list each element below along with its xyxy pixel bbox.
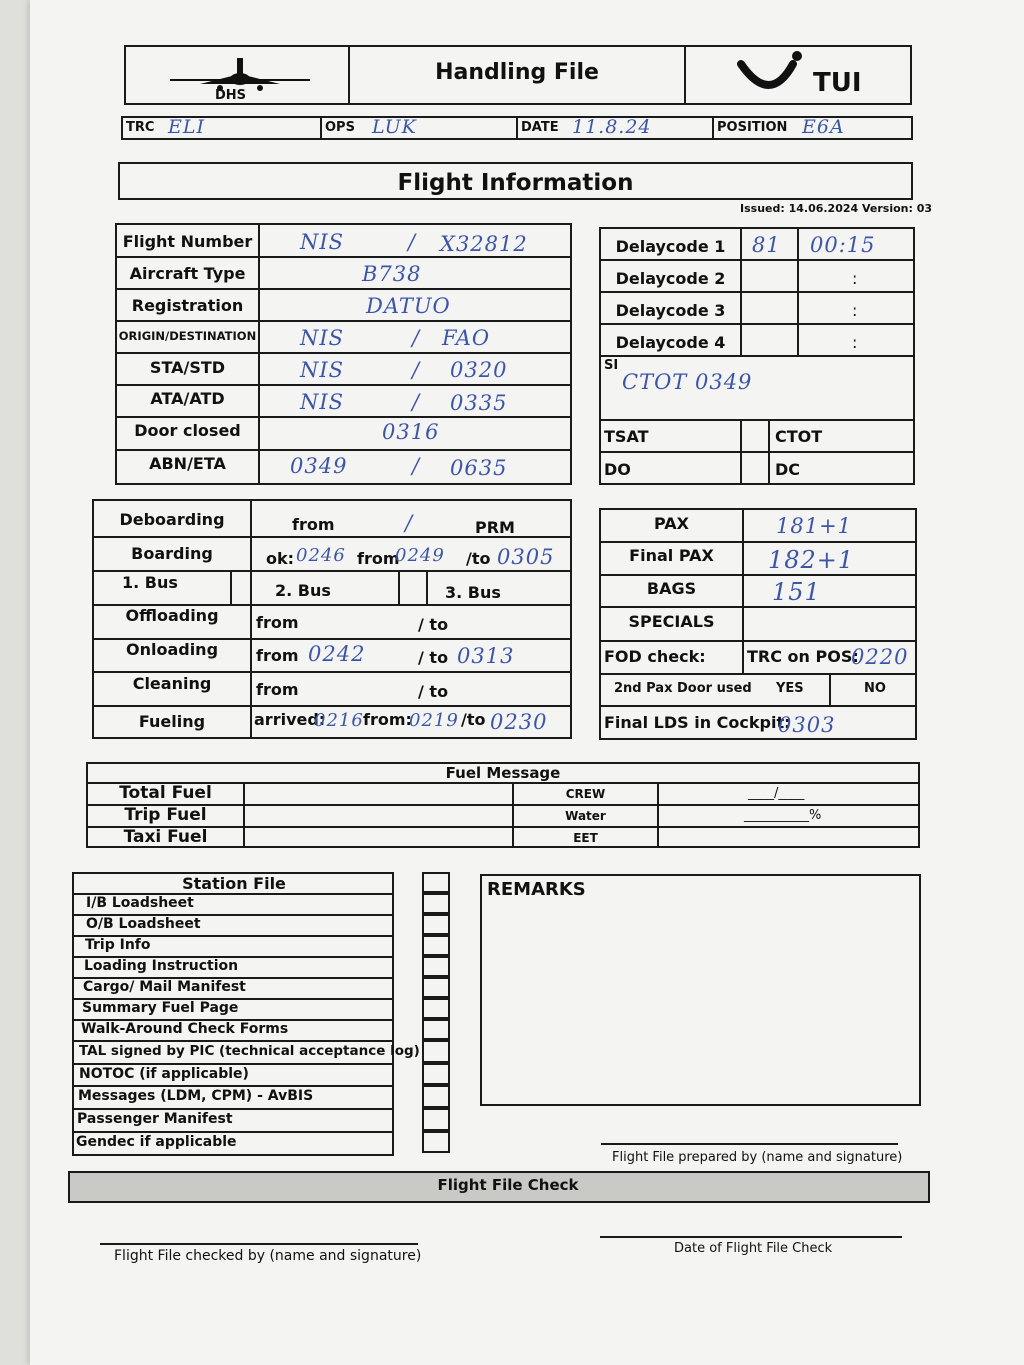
door-closed-label: Door closed xyxy=(134,421,241,440)
boarding-from-value: 0249 xyxy=(395,545,445,566)
ata-value: NIS xyxy=(300,390,345,414)
check-date-caption: Date of Flight File Check xyxy=(674,1241,833,1256)
fueling-from-label: from: xyxy=(363,710,412,729)
origin-value: NIS xyxy=(300,326,345,350)
do-label: DO xyxy=(604,460,631,479)
trc-on-pos-value: 0220 xyxy=(851,645,909,669)
fueling-from-value: 0219 xyxy=(409,710,459,731)
trc-value: ELI xyxy=(168,116,205,138)
eet-label: EET xyxy=(573,831,598,845)
delaycode-1-code: 81 xyxy=(752,233,781,257)
trc-label: TRC xyxy=(126,120,155,135)
tui-brand-text: TUI xyxy=(813,68,862,98)
checkbox-trip-info[interactable] xyxy=(422,935,450,956)
trc-on-pos-label: TRC on POS: xyxy=(747,647,859,666)
si-value: CTOT 0349 xyxy=(622,370,753,394)
fod-check-label: FOD check: xyxy=(604,647,706,666)
station-item-notoc: NOTOC (if applicable) xyxy=(79,1066,249,1082)
bags-label: BAGS xyxy=(646,579,697,598)
trip-fuel-label: Trip Fuel xyxy=(124,805,207,825)
specials-label: SPECIALS xyxy=(628,612,715,631)
door-closed-value: 0316 xyxy=(382,420,440,444)
deboarding-from-label: from xyxy=(292,515,335,534)
date-value: 11.8.24 xyxy=(572,116,652,138)
tui-smile-icon xyxy=(735,50,805,102)
boarding-ok-label: ok: xyxy=(266,549,295,568)
delaycode-4-label: Delaycode 4 xyxy=(615,333,726,352)
checkbox-messages[interactable] xyxy=(422,1085,450,1108)
checkbox-ib-loadsheet[interactable] xyxy=(422,893,450,914)
dc-label: DC xyxy=(775,460,801,479)
station-item-ib-loadsheet: I/B Loadsheet xyxy=(86,895,194,911)
station-item-trip-info: Trip Info xyxy=(85,937,151,953)
delaycode-1-label: Delaycode 1 xyxy=(615,237,726,256)
total-fuel-label: Total Fuel xyxy=(119,783,212,803)
cleaning-from-label: from xyxy=(256,680,299,699)
sta-value: NIS xyxy=(300,358,345,382)
bus-3-label: 3. Bus xyxy=(445,583,501,602)
offloading-label: Offloading xyxy=(125,606,219,625)
taxi-fuel-label: Taxi Fuel xyxy=(123,827,208,847)
station-item-gendec: Gendec if applicable xyxy=(76,1134,237,1150)
page-title: Handling File xyxy=(435,60,599,85)
ctot-label: CTOT xyxy=(775,427,823,446)
tsat-label: TSAT xyxy=(604,427,649,446)
station-file-title: Station File xyxy=(182,874,286,893)
origin-dest-slash: / xyxy=(412,326,421,350)
checkbox-cargo-mail[interactable] xyxy=(422,977,450,998)
deboarding-label: Deboarding xyxy=(119,510,225,529)
sta-std-slash: / xyxy=(412,358,421,382)
remarks-box[interactable] xyxy=(480,874,921,1106)
checkbox-notoc[interactable] xyxy=(422,1063,450,1085)
fueling-label: Fueling xyxy=(138,712,206,731)
offloading-from-label: from xyxy=(256,613,299,632)
water-blank: __________% xyxy=(744,808,822,823)
station-item-loading-instruction: Loading Instruction xyxy=(84,958,239,974)
flight-number-value: X32812 xyxy=(440,232,528,256)
checkbox-station-title[interactable] xyxy=(422,872,450,893)
checked-by-caption: Flight File checked by (name and signature) xyxy=(114,1248,422,1264)
station-item-ob-loadsheet: O/B Loadsheet xyxy=(86,916,201,932)
abn-eta-label: ABN/ETA xyxy=(149,454,226,473)
std-value: 0320 xyxy=(450,358,508,382)
checkbox-gendec[interactable] xyxy=(422,1131,450,1153)
pax-door-yes[interactable]: YES xyxy=(776,681,804,696)
onloading-label: Onloading xyxy=(125,640,219,659)
ata-atd-slash: / xyxy=(412,390,421,414)
abn-eta-slash: / xyxy=(412,454,421,478)
onloading-from-value: 0242 xyxy=(308,642,366,666)
dhs-logo-text: DHS xyxy=(215,88,247,103)
flight-info-table xyxy=(115,223,572,485)
ops-value: LUK xyxy=(372,116,417,138)
offloading-to-label: / to xyxy=(418,615,449,634)
abn-value: 0349 xyxy=(290,454,348,478)
checkbox-tal[interactable] xyxy=(422,1040,450,1063)
final-lds-value: 0303 xyxy=(778,713,836,737)
flight-file-check-title: Flight File Check xyxy=(437,1176,579,1194)
cleaning-label: Cleaning xyxy=(132,674,212,693)
crew-blank: ____/____ xyxy=(748,786,805,801)
fueling-arrived-value: 0216 xyxy=(314,710,364,731)
aircraft-type-label: Aircraft Type xyxy=(129,264,246,283)
fueling-to-value: 0230 xyxy=(490,710,548,734)
final-lds-label: Final LDS in Cockpit: xyxy=(604,713,791,732)
checkbox-ob-loadsheet[interactable] xyxy=(422,914,450,935)
delaycode-2-label: Delaycode 2 xyxy=(615,269,726,288)
delaycode-4-time: : xyxy=(852,333,858,352)
final-pax-label: Final PAX xyxy=(629,546,714,565)
position-label: POSITION xyxy=(717,120,788,135)
station-item-messages: Messages (LDM, CPM) - AvBIS xyxy=(78,1088,314,1104)
delaycode-3-label: Delaycode 3 xyxy=(615,301,726,320)
boarding-to-label: /to xyxy=(466,549,491,568)
cleaning-to-label: / to xyxy=(418,682,449,701)
eta-value: 0635 xyxy=(450,456,508,480)
checkbox-loading-instruction[interactable] xyxy=(422,956,450,977)
fueling-arrived-label: arrived: xyxy=(254,710,326,729)
station-item-walk-around: Walk-Around Check Forms xyxy=(81,1021,289,1037)
station-item-passenger-manifest: Passenger Manifest xyxy=(77,1111,233,1127)
registration-label: Registration xyxy=(131,296,244,315)
onloading-to-value: 0313 xyxy=(457,644,515,668)
date-label: DATE xyxy=(521,120,559,135)
station-item-summary-fuel: Summary Fuel Page xyxy=(82,1000,239,1016)
fuel-message-title: Fuel Message xyxy=(445,764,561,782)
checkbox-summary-fuel[interactable] xyxy=(422,998,450,1019)
flight-number-label: Flight Number xyxy=(122,232,253,251)
issued-note: Issued: 14.06.2024 Version: 03 xyxy=(740,202,933,215)
onloading-to-label: / to xyxy=(418,648,449,667)
sta-std-label: STA/STD xyxy=(149,358,226,377)
pax-label: PAX xyxy=(654,514,689,533)
destination-value: FAO xyxy=(442,326,491,350)
remarks-label: REMARKS xyxy=(487,879,586,900)
crew-label: CREW xyxy=(565,787,606,801)
fueling-to-label: /to xyxy=(461,710,486,729)
ops-label: OPS xyxy=(325,120,355,135)
bus-1-label: 1. Bus xyxy=(122,573,178,592)
prm-label: PRM xyxy=(475,518,515,537)
onloading-from-label: from xyxy=(256,646,299,665)
origin-destination-label: ORIGIN/DESTINATION xyxy=(118,329,257,343)
boarding-to-value: 0305 xyxy=(497,545,555,569)
water-label: Water xyxy=(565,809,606,823)
bus-2-label: 2. Bus xyxy=(275,581,331,600)
station-item-cargo-mail: Cargo/ Mail Manifest xyxy=(83,979,246,995)
station-item-tal: TAL signed by PIC (technical acceptance log) xyxy=(79,1043,420,1059)
delaycode-3-time: : xyxy=(852,301,858,320)
flight-number-origin: NIS xyxy=(300,230,345,254)
atd-value: 0335 xyxy=(450,391,508,415)
prepared-by-caption: Flight File prepared by (name and signature) xyxy=(612,1150,903,1165)
bags-value: 151 xyxy=(772,578,821,606)
delaycode-1-time: 00:15 xyxy=(810,233,876,257)
boarding-label: Boarding xyxy=(131,544,213,563)
si-label: SI xyxy=(604,358,619,373)
deboarding-slash: / xyxy=(405,511,414,535)
boarding-from-label: from xyxy=(357,549,400,568)
checkbox-walk-around[interactable] xyxy=(422,1019,450,1040)
flight-number-slash: / xyxy=(408,230,417,254)
registration-value: DATUO xyxy=(366,294,451,318)
aircraft-type-value: B738 xyxy=(362,262,422,286)
checkbox-passenger-manifest[interactable] xyxy=(422,1108,450,1131)
position-value: E6A xyxy=(802,116,845,138)
final-pax-value: 182+1 xyxy=(768,546,855,574)
section-title: Flight Information xyxy=(397,170,634,196)
second-pax-door-label: 2nd Pax Door used xyxy=(614,681,752,696)
ata-atd-label: ATA/ATD xyxy=(150,389,225,408)
pax-door-no[interactable]: NO xyxy=(864,681,886,696)
boarding-ok-value: 0246 xyxy=(296,545,346,566)
pax-value: 181+1 xyxy=(776,514,853,538)
delaycode-2-time: : xyxy=(852,269,858,288)
